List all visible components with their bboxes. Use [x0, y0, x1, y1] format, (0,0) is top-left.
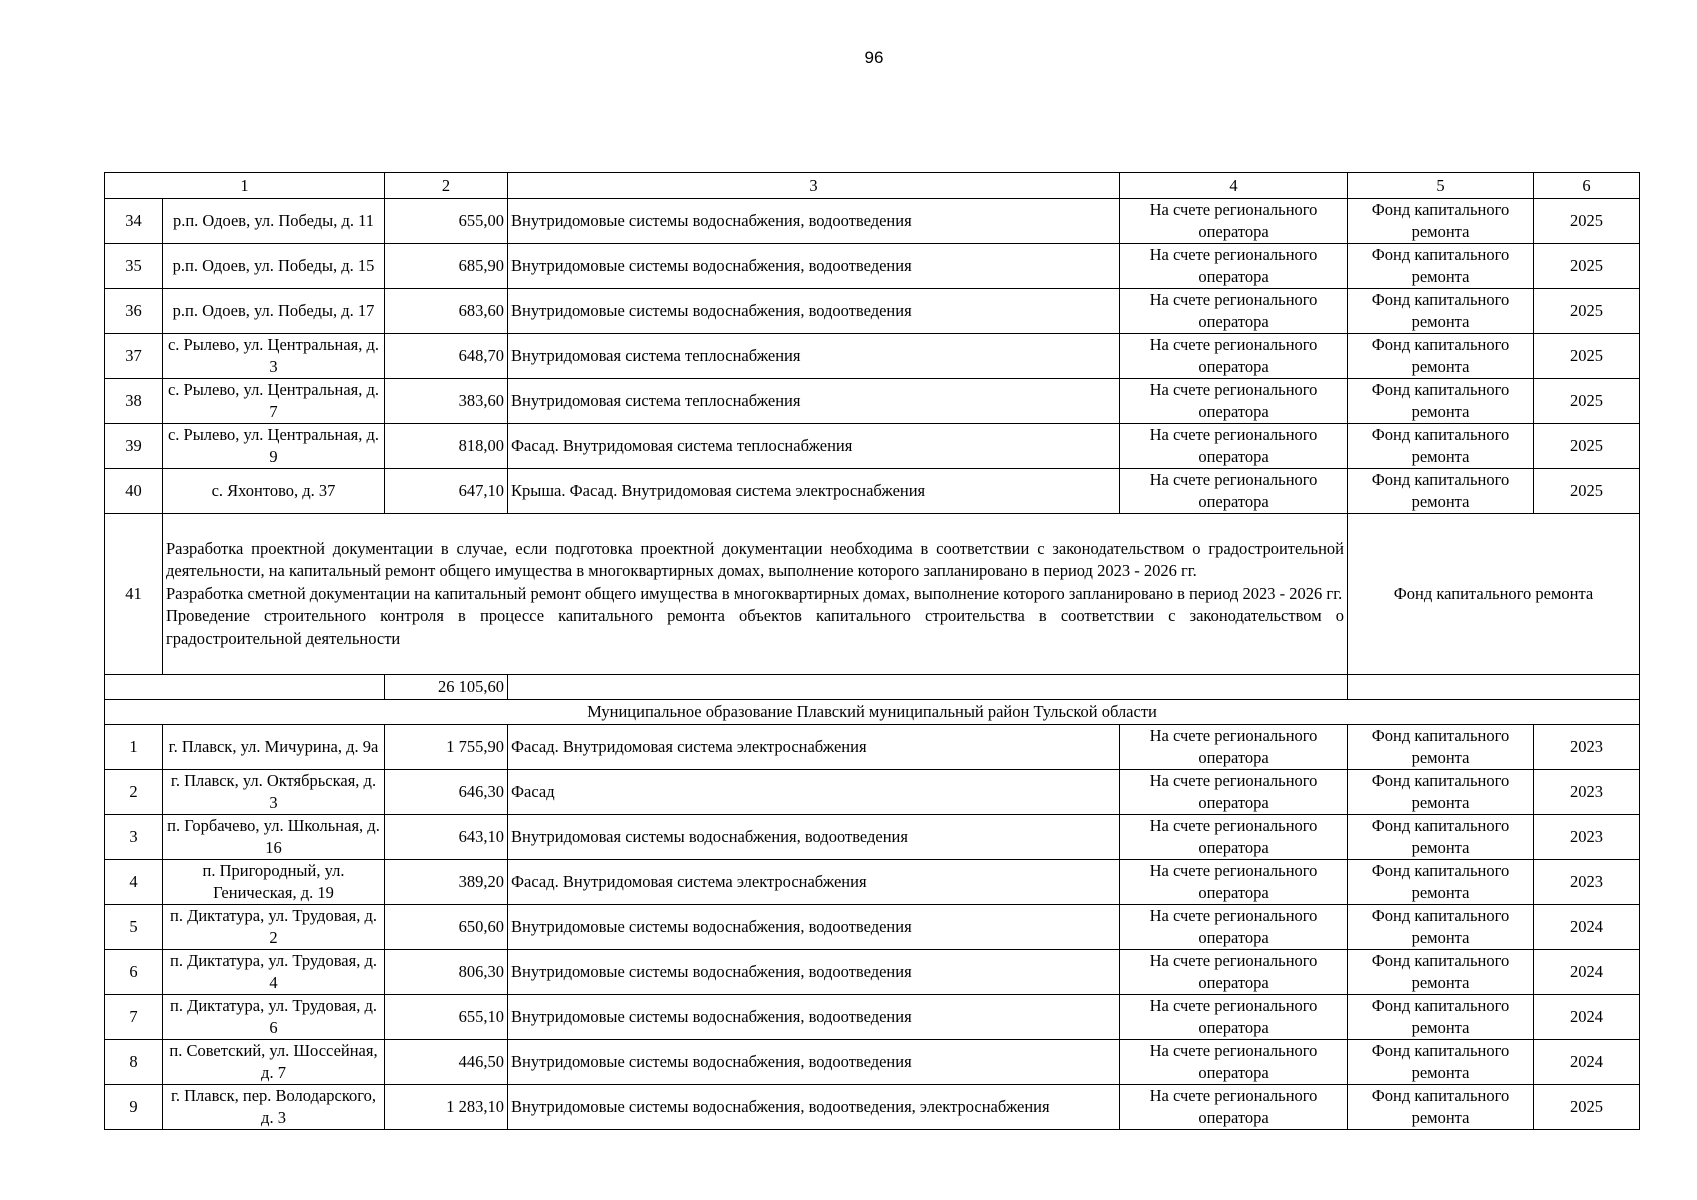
works-cell: Внутридомовые системы водоснабжения, водоотведения: [508, 1040, 1120, 1085]
table-row: [105, 1085, 1640, 1130]
row-number: 40: [105, 469, 163, 514]
total-empty-cell: [105, 675, 385, 700]
table-row: [105, 424, 1640, 469]
area-cell: 655,10: [385, 995, 508, 1040]
row-number: 6: [105, 950, 163, 995]
account-cell: На счете регионального оператора: [1120, 770, 1348, 815]
address-cell: с. Рылево, ул. Центральная, д. 7: [163, 379, 385, 424]
account-cell: На счете регионального оператора: [1120, 860, 1348, 905]
table-row: [105, 905, 1640, 950]
year-cell: 2023: [1534, 860, 1640, 905]
account-cell: На счете регионального оператора: [1120, 469, 1348, 514]
year-cell: 2025: [1534, 1085, 1640, 1130]
area-cell: 650,60: [385, 905, 508, 950]
header-cell-6: 6: [1534, 173, 1640, 199]
year-cell: 2023: [1534, 725, 1640, 770]
area-cell: 685,90: [385, 244, 508, 289]
funding-source-cell: Фонд капитального ремонта: [1348, 469, 1534, 514]
account-cell: На счете регионального оператора: [1120, 424, 1348, 469]
description-paragraph: Проведение строительного контроля в процессе капитального ремонта объектов капитального строительства в соответствии с законодательством о градостроительной деятельности: [166, 606, 1344, 648]
funding-source-cell: Фонд капитального ремонта: [1348, 1040, 1534, 1085]
funding-source-cell: Фонд капитального ремонта: [1348, 905, 1534, 950]
table-row: [105, 334, 1640, 379]
account-cell: На счете регионального оператора: [1120, 815, 1348, 860]
row-number: 37: [105, 334, 163, 379]
works-cell: Крыша. Фасад. Внутридомовая система электроснабжения: [508, 469, 1120, 514]
table-row: [105, 725, 1640, 770]
works-cell: Внутридомовая системы водоснабжения, водоотведения: [508, 815, 1120, 860]
row-number: 34: [105, 199, 163, 244]
address-cell: п. Диктатура, ул. Трудовая, д. 4: [163, 950, 385, 995]
section-title: Муниципальное образование Плавский муниципальный район Тульской области: [105, 700, 1640, 725]
address-cell: с. Яхонтово, д. 37: [163, 469, 385, 514]
works-description-cell: [163, 514, 1348, 675]
year-cell: 2024: [1534, 905, 1640, 950]
total-row: [105, 675, 1640, 700]
header-cell-5: 5: [1348, 173, 1534, 199]
funding-source-cell: Фонд капитального ремонта: [1348, 725, 1534, 770]
funding-source-cell: Фонд капитального ремонта: [1348, 199, 1534, 244]
row-number: 36: [105, 289, 163, 334]
table-row: [105, 379, 1640, 424]
works-cell: Внутридомовые системы водоснабжения, водоотведения: [508, 905, 1120, 950]
works-cell: Фасад: [508, 770, 1120, 815]
funding-source-cell: Фонд капитального ремонта: [1348, 815, 1534, 860]
row-number: 8: [105, 1040, 163, 1085]
works-cell: Фасад. Внутридомовая система электроснабжения: [508, 725, 1120, 770]
row-number: 3: [105, 815, 163, 860]
table-row: [105, 289, 1640, 334]
works-cell: Внутридомовые системы водоснабжения, водоотведения: [508, 199, 1120, 244]
funding-source-cell: Фонд капитального ремонта: [1348, 379, 1534, 424]
works-cell: Внутридомовые системы водоснабжения, водоотведения: [508, 289, 1120, 334]
area-cell: 646,30: [385, 770, 508, 815]
address-cell: р.п. Одоев, ул. Победы, д. 15: [163, 244, 385, 289]
row-number: 9: [105, 1085, 163, 1130]
area-cell: 383,60: [385, 379, 508, 424]
address-cell: п. Диктатура, ул. Трудовая, д. 6: [163, 995, 385, 1040]
funding-source-cell: Фонд капитального ремонта: [1348, 995, 1534, 1040]
area-cell: 648,70: [385, 334, 508, 379]
table-row-41: [105, 514, 1640, 675]
description-paragraph: Разработка сметной документации на капитальный ремонт общего имущества в многоквартирных домах, выполнение которого запланировано в период 2023 - 2026 гг.: [166, 583, 1343, 603]
account-cell: На счете регионального оператора: [1120, 199, 1348, 244]
table-row: [105, 860, 1640, 905]
table-row: [105, 950, 1640, 995]
year-cell: 2025: [1534, 379, 1640, 424]
address-cell: с. Рылево, ул. Центральная, д. 3: [163, 334, 385, 379]
row-number: 35: [105, 244, 163, 289]
header-cell-1: 1: [105, 173, 385, 199]
row-number: 7: [105, 995, 163, 1040]
area-cell: 446,50: [385, 1040, 508, 1085]
address-cell: п. Диктатура, ул. Трудовая, д. 2: [163, 905, 385, 950]
header-cell-2: 2: [385, 173, 508, 199]
address-cell: г. Плавск, ул. Мичурина, д. 9а: [163, 725, 385, 770]
row-number: 5: [105, 905, 163, 950]
works-cell: Фасад. Внутридомовая система электроснабжения: [508, 860, 1120, 905]
account-cell: На счете регионального оператора: [1120, 725, 1348, 770]
account-cell: На счете регионального оператора: [1120, 334, 1348, 379]
works-cell: Внутридомовая система теплоснабжения: [508, 334, 1120, 379]
works-cell: Внутридомовые системы водоснабжения, водоотведения: [508, 244, 1120, 289]
address-cell: г. Плавск, пер. Володарского, д. 3: [163, 1085, 385, 1130]
year-cell: 2025: [1534, 424, 1640, 469]
total-area-cell: 26 105,60: [385, 675, 508, 700]
account-cell: На счете регионального оператора: [1120, 289, 1348, 334]
table-row: [105, 995, 1640, 1040]
header-cell-3: 3: [508, 173, 1120, 199]
funding-source-cell: Фонд капитального ремонта: [1348, 334, 1534, 379]
year-cell: 2025: [1534, 244, 1640, 289]
repair-program-table: [104, 172, 1640, 1130]
description-paragraph: Разработка проектной документации в случае, если подготовка проектной документации необходима в соответствии с законодательством о градостроительной деятельности, на капитальный ремонт общего имущества в многоквартирных домах, выполнение которого запланировано в период 2023 - 2026 гг.: [166, 538, 1344, 581]
address-cell: п. Горбачево, ул. Школьная, д. 16: [163, 815, 385, 860]
address-cell: с. Рылево, ул. Центральная, д. 9: [163, 424, 385, 469]
area-cell: 1 283,10: [385, 1085, 508, 1130]
works-cell: Фасад. Внутридомовая система теплоснабжения: [508, 424, 1120, 469]
account-cell: На счете регионального оператора: [1120, 950, 1348, 995]
header-cell-4: 4: [1120, 173, 1348, 199]
funding-source-cell: Фонд капитального ремонта: [1348, 514, 1640, 675]
address-cell: г. Плавск, ул. Октябрьская, д. 3: [163, 770, 385, 815]
page-number: 96: [864, 48, 884, 67]
works-cell: Внутридомовые системы водоснабжения, водоотведения: [508, 995, 1120, 1040]
row-number: 1: [105, 725, 163, 770]
year-cell: 2025: [1534, 334, 1640, 379]
table-row: [105, 199, 1640, 244]
area-cell: 683,60: [385, 289, 508, 334]
funding-source-cell: Фонд капитального ремонта: [1348, 860, 1534, 905]
works-cell: Внутридомовая система теплоснабжения: [508, 379, 1120, 424]
address-cell: п. Пригородный, ул. Геническая, д. 19: [163, 860, 385, 905]
year-cell: 2025: [1534, 469, 1640, 514]
funding-source-cell: Фонд капитального ремонта: [1348, 289, 1534, 334]
year-cell: 2023: [1534, 815, 1640, 860]
row-number: 38: [105, 379, 163, 424]
funding-source-cell: Фонд капитального ремонта: [1348, 244, 1534, 289]
year-cell: 2023: [1534, 770, 1640, 815]
account-cell: На счете регионального оператора: [1120, 244, 1348, 289]
account-cell: На счете регионального оператора: [1120, 905, 1348, 950]
total-empty-cell: [508, 675, 1348, 700]
year-cell: 2024: [1534, 1040, 1640, 1085]
table-row: [105, 469, 1640, 514]
area-cell: 389,20: [385, 860, 508, 905]
area-cell: 643,10: [385, 815, 508, 860]
year-cell: 2024: [1534, 950, 1640, 995]
year-cell: 2024: [1534, 995, 1640, 1040]
row-number: 4: [105, 860, 163, 905]
table-row: [105, 1040, 1640, 1085]
table-row: [105, 244, 1640, 289]
area-cell: 806,30: [385, 950, 508, 995]
area-cell: 1 755,90: [385, 725, 508, 770]
header-row: [105, 173, 1640, 199]
area-cell: 818,00: [385, 424, 508, 469]
works-cell: Внутридомовые системы водоснабжения, водоотведения: [508, 950, 1120, 995]
address-cell: р.п. Одоев, ул. Победы, д. 17: [163, 289, 385, 334]
funding-source-cell: Фонд капитального ремонта: [1348, 1085, 1534, 1130]
section-row: [105, 700, 1640, 725]
table-row: [105, 815, 1640, 860]
row-number: 41: [105, 514, 163, 675]
funding-source-cell: Фонд капитального ремонта: [1348, 424, 1534, 469]
year-cell: 2025: [1534, 289, 1640, 334]
total-empty-cell: [1348, 675, 1640, 700]
address-cell: п. Советский, ул. Шоссейная, д. 7: [163, 1040, 385, 1085]
table-row: [105, 770, 1640, 815]
address-cell: р.п. Одоев, ул. Победы, д. 11: [163, 199, 385, 244]
area-cell: 655,00: [385, 199, 508, 244]
account-cell: На счете регионального оператора: [1120, 379, 1348, 424]
row-number: 39: [105, 424, 163, 469]
area-cell: 647,10: [385, 469, 508, 514]
works-cell: Внутридомовые системы водоснабжения, водоотведения, электроснабжения: [508, 1085, 1120, 1130]
account-cell: На счете регионального оператора: [1120, 995, 1348, 1040]
funding-source-cell: Фонд капитального ремонта: [1348, 950, 1534, 995]
account-cell: На счете регионального оператора: [1120, 1085, 1348, 1130]
row-number: 2: [105, 770, 163, 815]
year-cell: 2025: [1534, 199, 1640, 244]
account-cell: На счете регионального оператора: [1120, 1040, 1348, 1085]
funding-source-cell: Фонд капитального ремонта: [1348, 770, 1534, 815]
